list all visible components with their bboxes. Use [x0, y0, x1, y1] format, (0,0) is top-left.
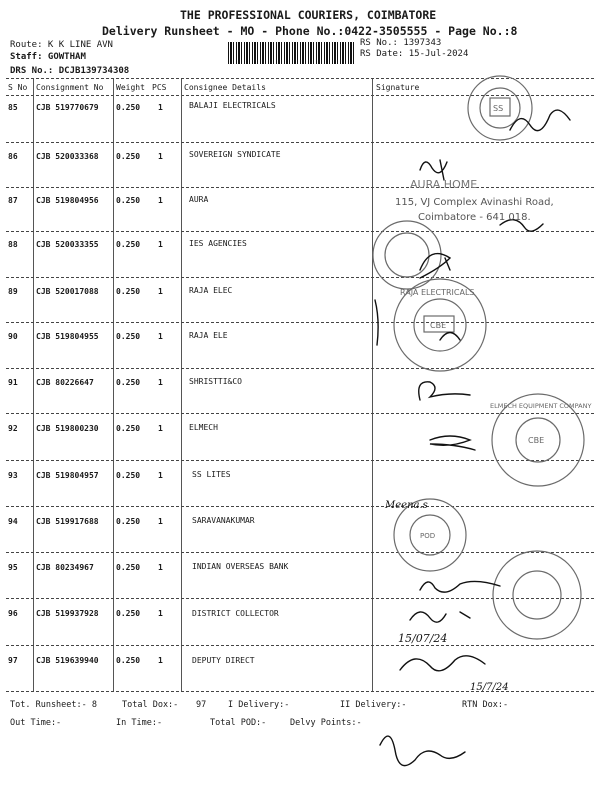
row-pcs: 1 [158, 103, 163, 112]
i-delivery: I Delivery:- [228, 700, 290, 710]
row-pcs: 1 [158, 517, 163, 526]
elmech-stamp-text: ELMECH EQUIPMENT COMPANY [490, 402, 592, 410]
row-consignee: BALAJI ELECTRICALS [189, 101, 276, 110]
row-pcs: 1 [158, 656, 163, 665]
col-signature: Signature [376, 83, 420, 92]
row-pcs: 1 [158, 287, 163, 296]
drs-number: DRS No.: DCJB139734308 [10, 66, 130, 76]
signature-97-icon [400, 656, 485, 671]
row-sno: 87 [8, 196, 18, 205]
row-sno: 94 [8, 517, 18, 526]
rs-date: RS Date: 15-Jul-2024 [360, 49, 469, 59]
row-consignment: CJB 80234967 [36, 563, 94, 572]
row-consignee: SOVEREIGN SYNDICATE [189, 150, 281, 159]
delvy-points: Delvy Points:- [290, 718, 362, 728]
row-consignment: CJB 80226647 [36, 378, 94, 387]
row-pcs: 1 [158, 378, 163, 387]
row-consignee: DEPUTY DIRECT [192, 656, 255, 665]
row-consignment: CJB 520033355 [36, 240, 99, 249]
col-weight: Weight [116, 83, 145, 92]
row-sno: 89 [8, 287, 18, 296]
row-consignment: CJB 519937928 [36, 609, 99, 618]
row-weight: 0.250 [116, 424, 141, 433]
hand-date-1: 15/07/24 [398, 632, 448, 645]
row-sno: 92 [8, 424, 18, 433]
staff-label: Staff: GOWTHAM [10, 52, 86, 62]
row-sno: 90 [8, 332, 18, 341]
row-sno: 88 [8, 240, 18, 249]
signature-86-icon [420, 160, 447, 180]
row-consignment: CJB 520017088 [36, 287, 99, 296]
row-pcs: 1 [158, 196, 163, 205]
row-consignment: CJB 519800230 [36, 424, 99, 433]
row-consignee: SARAVANAKUMAR [192, 516, 255, 525]
row-pcs: 1 [158, 424, 163, 433]
tot-runsheet: Tot. Runsheet:- 8 [10, 700, 97, 710]
aura-stamp-addr2: Coimbatore - 641 018. [418, 212, 531, 223]
col-consignee: Consignee Details [184, 83, 266, 92]
col-pcs: PCS [152, 83, 167, 92]
signature-96-icon [410, 612, 470, 622]
hand-meena: Meena.s [385, 500, 428, 511]
balaji-stamp-center: SS [493, 104, 504, 113]
in-time: In Time:- [116, 718, 163, 728]
row-consignee: ELMECH [189, 423, 218, 432]
row-pcs: 1 [158, 332, 163, 341]
row-weight: 0.250 [116, 287, 141, 296]
row-sno: 91 [8, 378, 18, 387]
row-consignee: DISTRICT COLLECTOR [192, 609, 279, 618]
raja-stamp-center: CBE [430, 321, 447, 330]
row-weight: 0.250 [116, 152, 141, 161]
row-weight: 0.250 [116, 378, 141, 387]
row-consignment: CJB 519770679 [36, 103, 99, 112]
row-weight: 0.250 [116, 471, 141, 480]
row-weight: 0.250 [116, 103, 141, 112]
row-sno: 95 [8, 563, 18, 572]
bank-stamp-icon [493, 551, 581, 639]
row-consignee: IES AGENCIES [189, 239, 247, 248]
row-consignee: RAJA ELE [189, 331, 228, 340]
row-sno: 97 [8, 656, 18, 665]
row-pcs: 1 [158, 240, 163, 249]
total-dox-value: 97 [196, 700, 207, 710]
col-sno: S No [8, 83, 28, 92]
total-dox-label: Total Dox:- [122, 700, 179, 710]
col-consignment: Consignment No [36, 83, 104, 92]
row-consignment: CJB 519917688 [36, 517, 99, 526]
total-pod: Total POD:- [210, 718, 267, 728]
row-pcs: 1 [158, 152, 163, 161]
row-weight: 0.250 [116, 656, 141, 665]
row-consignment: CJB 519804956 [36, 196, 99, 205]
row-consignee: RAJA ELEC [189, 286, 233, 295]
row-consignee: SHRISTTI&CO [189, 377, 242, 386]
row-sno: 85 [8, 103, 18, 112]
sara-stamp-center: POD [420, 532, 436, 540]
row-pcs: 1 [158, 563, 163, 572]
signature-footer-icon [380, 736, 465, 766]
rtn-dox: RTN Dox:- [462, 700, 509, 710]
aura-stamp-addr1: 115, VJ Complex Avinashi Road, [395, 197, 554, 208]
row-consignee: SS LITES [192, 470, 231, 479]
row-consignment: CJB 519804955 [36, 332, 99, 341]
ii-delivery: II Delivery:- [340, 700, 407, 710]
route-label: Route: K K LINE AVN [10, 40, 113, 50]
signature-91-icon [419, 382, 470, 400]
row-weight: 0.250 [116, 517, 141, 526]
row-weight: 0.250 [116, 609, 141, 618]
signature-95-icon [420, 581, 500, 592]
runsheet-title: Delivery Runsheet - MO - Phone No.:0422-3505555 - Page No.:8 [102, 24, 518, 38]
row-consignee: AURA [189, 195, 209, 204]
row-consignment: CJB 520033368 [36, 152, 99, 161]
row-sno: 93 [8, 471, 18, 480]
row-sno: 96 [8, 609, 18, 618]
row-weight: 0.250 [116, 240, 141, 249]
row-pcs: 1 [158, 609, 163, 618]
elmech-stamp-center: CBE [528, 436, 545, 445]
row-consignee: INDIAN OVERSEAS BANK [192, 562, 289, 571]
out-time: Out Time:- [10, 718, 62, 728]
company-title: THE PROFESSIONAL COURIERS, COIMBATORE [180, 8, 437, 22]
row-weight: 0.250 [116, 332, 141, 341]
aura-stamp-name: AURA HOME [410, 178, 478, 191]
hand-date-2: 15/7/24 [470, 682, 509, 693]
row-consignment: CJB 519639940 [36, 656, 99, 665]
row-weight: 0.250 [116, 563, 141, 572]
row-weight: 0.250 [116, 196, 141, 205]
row-consignment: CJB 519804957 [36, 471, 99, 480]
row-sno: 86 [8, 152, 18, 161]
raja-stamp-text: RAJA ELECTRICALS [400, 288, 475, 297]
rs-number: RS No.: 1397343 [360, 38, 442, 48]
row-pcs: 1 [158, 471, 163, 480]
signature-92-icon [430, 436, 475, 450]
